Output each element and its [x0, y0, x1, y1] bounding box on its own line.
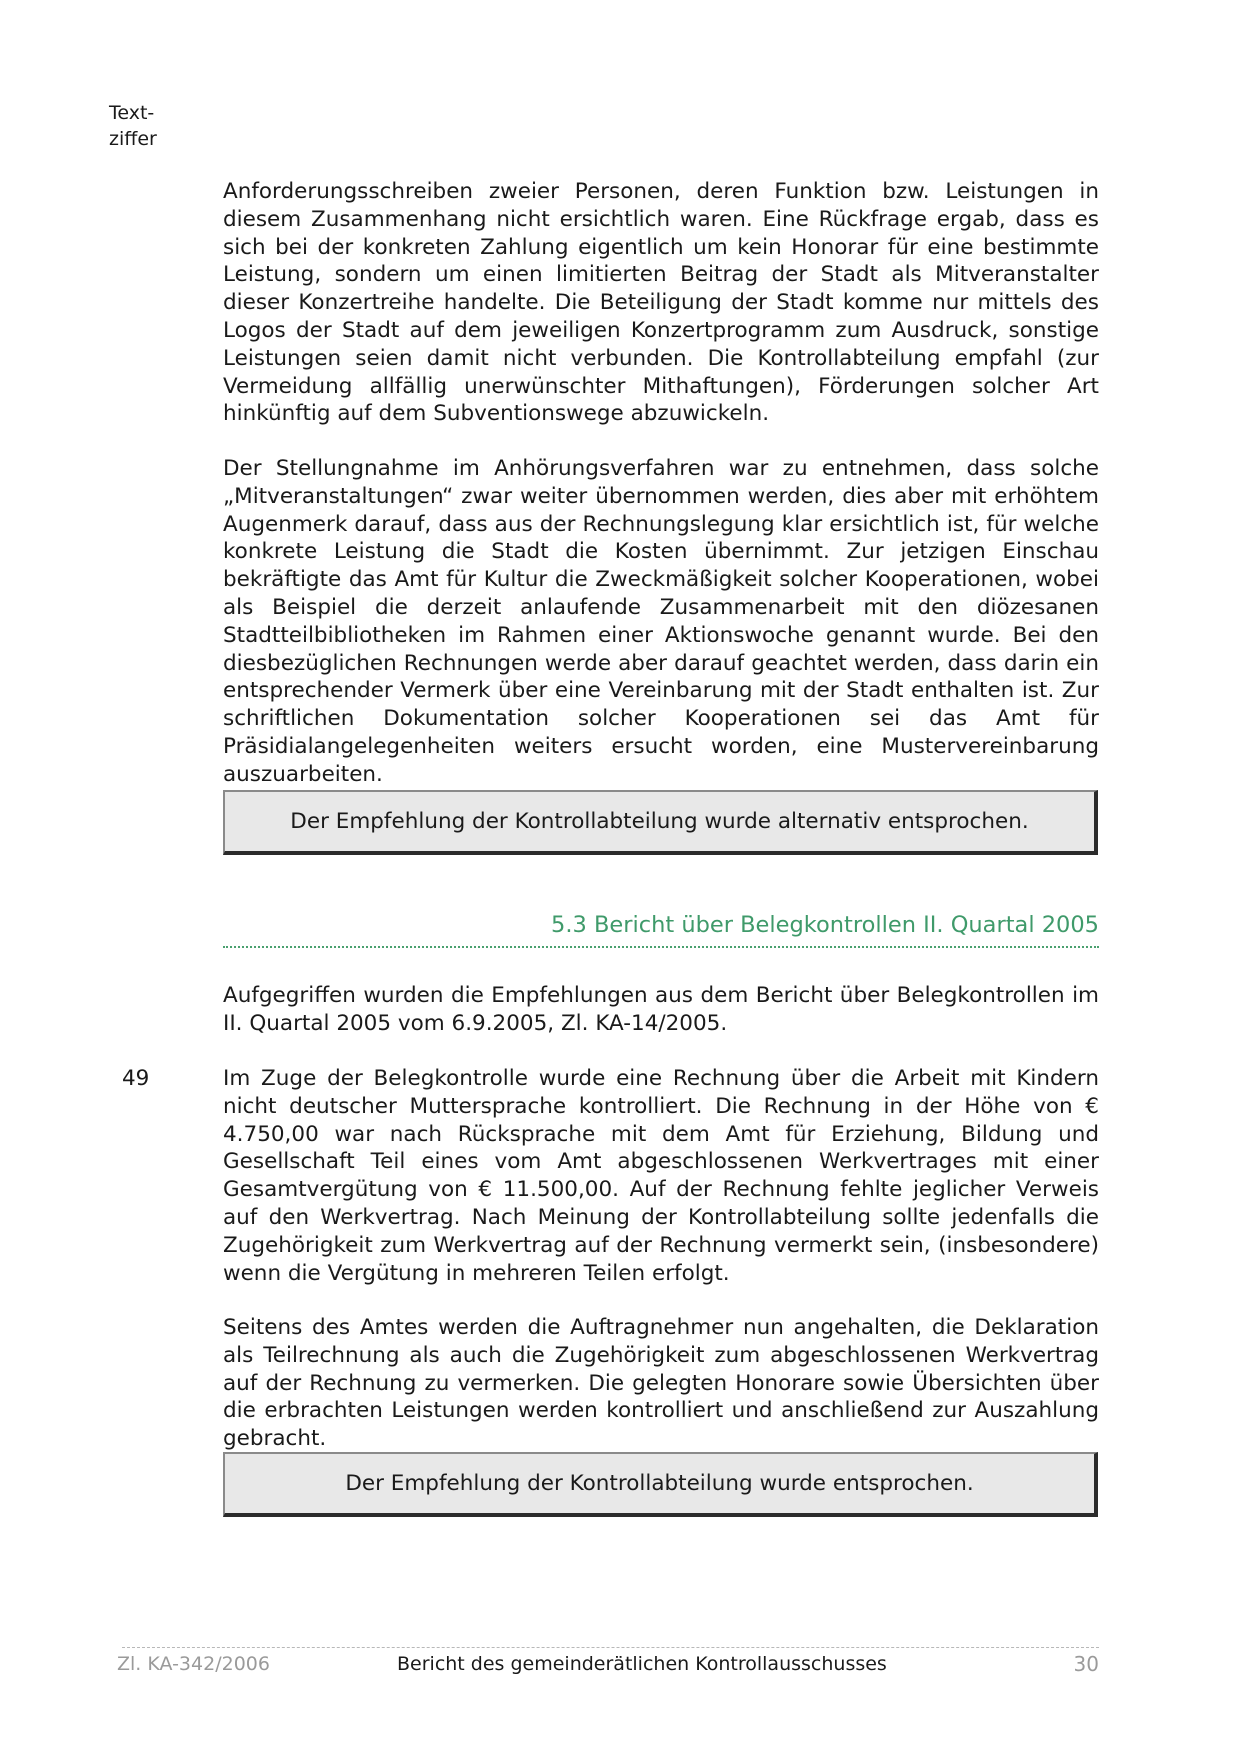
- recommendation-box-1: [223, 790, 1098, 855]
- paragraph-5: Seitens des Amtes werden die Auftragnehmer nun angehalten, die Deklaration als Teilrechnung als auch die Zugehörigkeit zum abgeschlossenen Werkvertrag auf der Rechnung zu vermerken. Die gelegten Honorare sowie Übersichten über die erbrachten Leistungen werden kontrolliert und anschließend zur Auszahlung gebracht.: [223, 1315, 1099, 1452]
- recommendation-box-2: [223, 1452, 1098, 1517]
- recommendation-box-1-text: Der Empfehlung der Kontrollabteilung wurde alternativ entsprochen.: [290, 809, 1029, 834]
- footer-reference: Zl. KA-342/2006: [117, 1653, 270, 1675]
- paragraph-4: Im Zuge der Belegkontrolle wurde eine Rechnung über die Arbeit mit Kindern nicht deutscher Muttersprache kontrolliert. Die Rechnung in der Höhe von € 4.750,00 war nach Rücksprache mit dem Amt für Erziehung, Bildung und Gesellschaft Teil eines vom Amt abgeschlossenen Werkvertrages mit einer Gesamtvergütung von € 11.500,00. Auf der Rechnung fehlte jeglicher Verweis auf den Werkvertrag. Nach Meinung der Kontrollabteilung sollte jedenfalls die Zugehörigkeit zum Werkvertrag auf der Rechnung vermerkt sein, (insbesondere) wenn die Vergütung in mehreren Teilen erfolgt.: [223, 1066, 1099, 1286]
- footer-rule: [122, 1647, 1099, 1648]
- recommendation-box-2-text: Der Empfehlung der Kontrollabteilung wurde entsprochen.: [345, 1471, 974, 1496]
- paragraph-2: Der Stellungnahme im Anhörungsverfahren war zu entnehmen, dass solche „Mitveranstaltungen“ zwar weiter übernommen werden, dies aber mit erhöhtem Augenmerk darauf, dass aus der Rechnungslegung klar ersichtlich ist, für welche konkrete Leistung die Stadt die Kosten übernimmt. Zur jetzigen Einschau bekräftigte das Amt für Kultur die Zweckmäßigkeit solcher Kooperationen, wobei als Beispiel die derzeit anlaufende Zusammenarbeit mit den diözesanen Stadtteilbibliotheken im Rahmen einer Aktionswoche genannt wurde. Bei den diesbezüglichen Rechnungen werde aber darauf geachtet werden, dass darin ein entsprechender Vermerk über eine Vereinbarung mit der Stadt enthalten ist. Zur schriftlichen Dokumentation solcher Kooperationen sei das Amt für Präsidialangelegenheiten weiters ersucht worden, eine Mustervereinbarung auszuarbeiten.: [223, 456, 1099, 787]
- section-heading: 5.3 Bericht über Belegkontrollen II. Quartal 2005: [551, 912, 1099, 938]
- section-heading-rule: [223, 946, 1099, 948]
- footer-title: Bericht des gemeinderätlichen Kontrollausschusses: [397, 1653, 887, 1675]
- textziffer-header-line1: Text-: [109, 102, 155, 124]
- paragraph-1: Anforderungsschreiben zweier Personen, deren Funktion bzw. Leistungen in diesem Zusammenhang nicht ersichtlich waren. Eine Rückfrage ergab, dass es sich bei der konkreten Zahlung eigentlich um kein Honorar für eine bestimmte Leistung, sondern um einen limitierten Beitrag der Stadt als Mitveranstalter dieser Konzertreihe handelte. Die Beteiligung der Stadt komme nur mittels des Logos der Stadt auf dem jeweiligen Konzertprogramm zum Ausdruck, sonstige Leistungen seien damit nicht verbunden. Die Kontrollabteilung empfahl (zur Vermeidung allfällig unerwünschter Mithaftungen), Förderungen solcher Art hinkünftig auf dem Subventionswege abzuwickeln.: [223, 179, 1099, 427]
- paragraph-3: Aufgegriffen wurden die Empfehlungen aus dem Bericht über Belegkontrollen im II. Quartal 2005 vom 6.9.2005, Zl. KA-14/2005.: [223, 983, 1099, 1036]
- textziffer-number: 49: [122, 1066, 150, 1091]
- textziffer-header: [109, 100, 157, 152]
- textziffer-header-line2: ziffer: [109, 128, 157, 150]
- page-number: 30: [1073, 1652, 1099, 1676]
